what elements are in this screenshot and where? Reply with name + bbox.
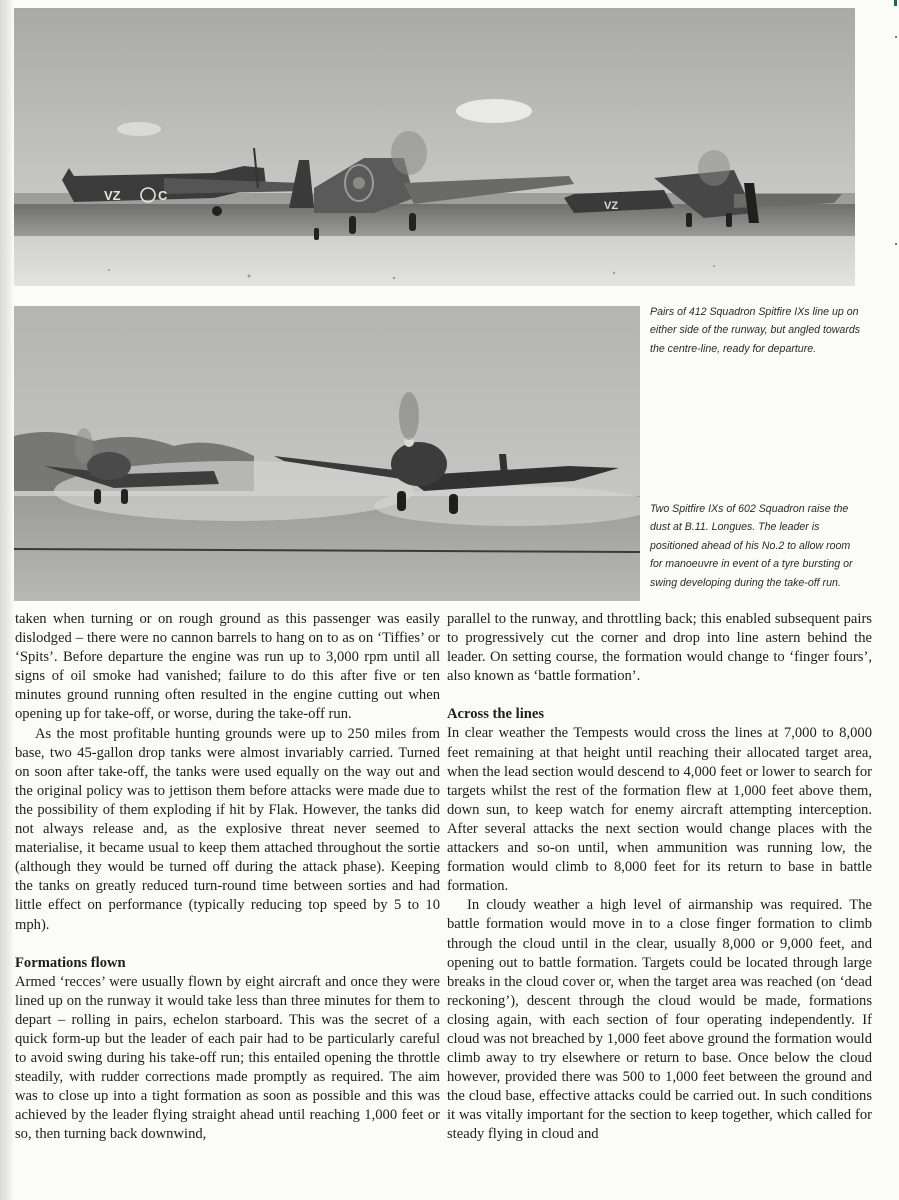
code-letters: VZ [604, 200, 619, 212]
photo-spitfires-takeoff [14, 306, 640, 601]
cloud [456, 99, 532, 123]
text-column-right [447, 610, 872, 1145]
body-paragraph: Armed ‘recces’ were usually flown by eight aircraft and once they were lined up on the runway it would take less than three minutes for them to depart – rolling in pairs, echelon starboard. This was the secret of a quick form-up but the leader of each pair had to be particularly careful to avoid swing during his take-off run; this entailed opening the throttle steadily, with rudder corrections made promptly as required. The aim was to close up into a tight formation as soon as possible and this was achieved by the leader flying straight ahead until reaching 1,000 feet or so, then turning back downwind, [15, 973, 440, 1143]
photo-spitfires-lineup [14, 8, 855, 286]
section-heading: Formations flown [15, 954, 126, 971]
body-paragraph: taken when turning or on rough ground as this passenger was easily dislodged – there were no cannon barrels to hang on to as on ‘Tiffies’ or ‘Spits’. Before departure the engine was run up to 3,000 rpm until all signs of oil smoke had vanished; failure to do this after five or ten minutes ground running often resulted in the engine cutting out when opening up for take-off, or worse, during the take-off run. [15, 611, 440, 723]
body-paragraph: As the most profitable hunting grounds were up to 250 miles from base, two 45-gallon drop tanks were almost invariably carried. Turned on soon after take-off, the tanks were used equally on the way out and the original policy was to jettison them before attacks were made due to the possibility of them exploding if hit by Flak. However, the tanks did not always release and, as the explosive threat never seemed to materialise, it became usual to keep them attached throughout the sortie (although they would be turned off during the attack phase). Keeping the tanks on greatly reduced turn-round time between sorties and had little effect on performance (typically reducing top speed by 5 to 10 mph). [15, 725, 440, 933]
body-paragraph: parallel to the runway, and throttling back; this enabled subsequent pairs to progressively cut the corner and drop into line astern behind the leader. On setting course, the formation would change to ‘finger fours’, also known as ‘battle formation’. [447, 611, 872, 685]
page-edge-tick [895, 36, 897, 38]
body-paragraph: In cloudy weather a high level of airmanship was required. The battle formation would move in to a close finger formation to climb through the cloud until in the clear, usually 8,000 or 9,000 feet, and opening out to battle formation. Targets could be located through large breaks in the cloud cover or, when the target area was reached (on ‘dead reckoning’), descent through the cloud would be made, formations closing again, with each section of four operating independently. If cloud was not breached by 1,000 feet above ground the formation would climb away to try elsewhere or return to base. Once below the cloud however, provided there was 500 to 1,000 feet between the ground and the cloud base, effective attacks could be carried out. In such conditions it was vitally important for the section to keep together, which called for steady flying in cloud and [447, 897, 872, 1143]
text-column-left [15, 610, 440, 1145]
body-paragraph: In clear weather the Tempests would cross the lines at 7,000 to 8,000 feet remaining at that height until reaching their allocated target area, when the lead section would descend to 4,000 feet or lower to search for targets whilst the rest of the formation flew at 1,000 feet above them, down sun, to keep watch for enemy aircraft attempting interception. After several attacks the next section would change places with the attackers and so-on until, when ammunition was running low, the formation would climb to 8,000 feet for its return to base in battle formation. [447, 725, 872, 895]
code-letters: VZ [104, 188, 121, 203]
photo-caption: Pairs of 412 Squadron Spitfire IXs line up on either side of the runway, but angled towards the centre-line, ready for departure. [650, 306, 861, 355]
page-edge-tick [895, 243, 897, 245]
code-letter: C [158, 188, 168, 203]
photo-caption: Two Spitfire IXs of 602 Squadron raise the dust at B.11. Longues. The leader is positioned ahead of his No.2 to allow room for manoeuvre in event of a tyre bursting or swing developing during the take-off run. [650, 503, 853, 589]
page-edge-mark [894, 0, 897, 6]
section-heading: Across the lines [447, 706, 545, 723]
page-gutter-shadow [0, 0, 14, 1200]
